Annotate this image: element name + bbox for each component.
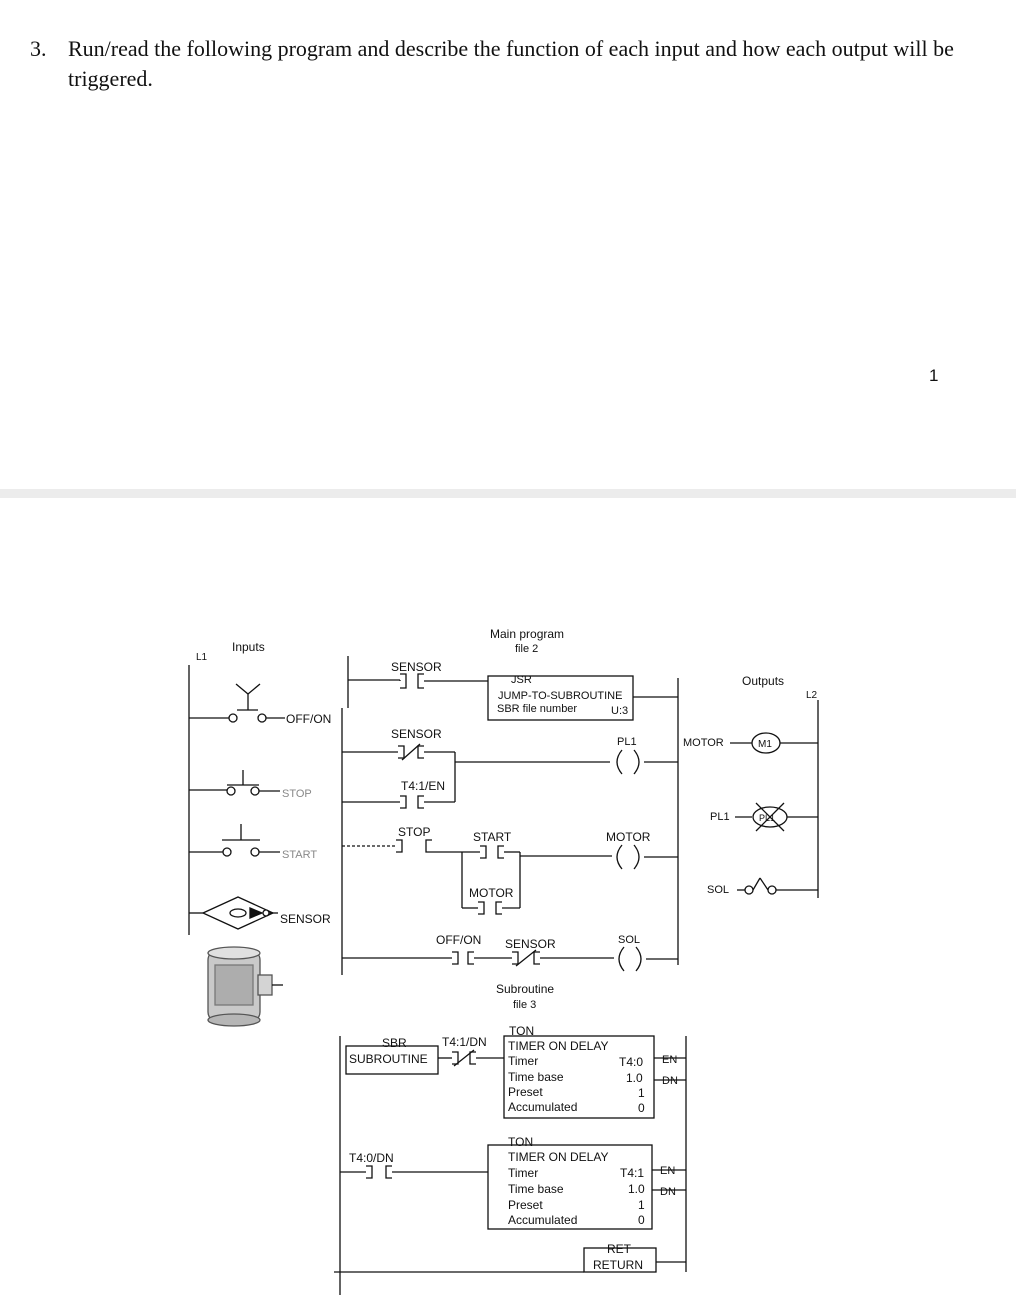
outputs-heading: Outputs bbox=[742, 674, 785, 688]
rung-2 bbox=[342, 744, 678, 808]
ton2-timer-label: Timer bbox=[508, 1166, 539, 1180]
input-stop-label: STOP bbox=[282, 788, 312, 800]
input-wiring bbox=[189, 665, 285, 935]
rung3-start-label: START bbox=[473, 830, 512, 844]
input-sensor-label: SENSOR bbox=[280, 912, 331, 926]
output-motor-label: MOTOR bbox=[683, 737, 724, 749]
ladder-diagram-figure bbox=[148, 610, 872, 1300]
ton1-name: TIMER ON DELAY bbox=[508, 1039, 609, 1053]
subroutine-label: Subroutine bbox=[496, 982, 555, 996]
rung2-branch-label: T4:1/EN bbox=[401, 779, 446, 793]
jsr-title: JSR bbox=[511, 674, 532, 686]
jsr-name: JUMP-TO-SUBROUTINE bbox=[498, 690, 623, 702]
ret-name: RETURN bbox=[593, 1258, 643, 1272]
output-pl1-lamp-label: PL1 bbox=[759, 813, 776, 823]
inputs-heading: Inputs bbox=[232, 640, 265, 654]
sub-rung2-contact-label: T4:0/DN bbox=[349, 1151, 394, 1165]
input-start-label: START bbox=[282, 849, 318, 861]
jsr-param-value: U:3 bbox=[611, 705, 629, 717]
ton2-dn-bit: DN bbox=[660, 1186, 676, 1198]
ton2-preset-value: 1 bbox=[638, 1198, 645, 1212]
ton1-preset-value: 1 bbox=[638, 1086, 645, 1100]
ton1-timer-value: T4:0 bbox=[619, 1055, 644, 1069]
output-m1-label: M1 bbox=[758, 739, 772, 750]
ton2-title: TON bbox=[508, 1135, 534, 1149]
rung3-stop-label: STOP bbox=[398, 825, 431, 839]
ton2-preset-label: Preset bbox=[508, 1198, 543, 1212]
ton1-timebase-value: 1.0 bbox=[626, 1071, 643, 1085]
sbr-title: SBR bbox=[382, 1036, 407, 1050]
ton2-accum-label: Accumulated bbox=[508, 1213, 578, 1227]
sensor-device-illustration bbox=[208, 947, 283, 1026]
ton1-timebase-label: Time base bbox=[508, 1070, 564, 1084]
ladder-diagram bbox=[148, 610, 872, 1300]
page-break bbox=[0, 489, 1016, 498]
rung2-coil-label: PL1 bbox=[617, 736, 637, 748]
ton1-title: TON bbox=[509, 1024, 535, 1038]
output-sol-label: SOL bbox=[707, 884, 730, 896]
ton1-dn-bit: DN bbox=[662, 1075, 678, 1087]
ton1-en-bit: EN bbox=[662, 1054, 678, 1066]
page-number: 1 bbox=[929, 366, 939, 385]
rung-3 bbox=[342, 840, 678, 914]
input-offon-label: OFF/ON bbox=[286, 712, 332, 726]
main-program-file: file 2 bbox=[515, 643, 539, 655]
l1-label: L1 bbox=[196, 652, 208, 663]
rung3-coil-label: MOTOR bbox=[606, 830, 651, 844]
ton1-preset-label: Preset bbox=[508, 1085, 543, 1099]
ton2-name: TIMER ON DELAY bbox=[508, 1150, 609, 1164]
rung1-sensor-label: SENSOR bbox=[391, 660, 442, 674]
l2-label: L2 bbox=[806, 690, 818, 701]
jsr-param-label: SBR file number bbox=[497, 703, 578, 715]
ton1-timer-label: Timer bbox=[508, 1054, 539, 1068]
main-program-label: Main program bbox=[490, 627, 565, 641]
subroutine-file: file 3 bbox=[513, 999, 537, 1011]
rung3-branch-label: MOTOR bbox=[469, 886, 514, 900]
ton2-timebase-value: 1.0 bbox=[628, 1182, 645, 1196]
question-text: Run/read the following program and describe the function of each input and how each output will be triggered. bbox=[68, 36, 954, 91]
rung4-offon-label: OFF/ON bbox=[436, 933, 482, 947]
output-pl1-label: PL1 bbox=[710, 811, 730, 823]
question-number: 3. bbox=[30, 36, 47, 61]
rung2-sensor-label: SENSOR bbox=[391, 727, 442, 741]
rung4-coil-label: SOL bbox=[618, 934, 641, 946]
ton2-timer-value: T4:1 bbox=[620, 1166, 645, 1180]
ton1-accum-label: Accumulated bbox=[508, 1100, 578, 1114]
ton2-accum-value: 0 bbox=[638, 1213, 645, 1227]
ton2-timebase-label: Time base bbox=[508, 1182, 564, 1196]
ton1-accum-value: 0 bbox=[638, 1101, 645, 1115]
ret-title: RET bbox=[607, 1242, 631, 1256]
sbr-name: SUBROUTINE bbox=[349, 1052, 428, 1066]
ton2-en-bit: EN bbox=[660, 1165, 676, 1177]
rung4-sensor-label: SENSOR bbox=[505, 937, 556, 951]
sub-rung1-contact-label: T4:1/DN bbox=[442, 1035, 487, 1049]
